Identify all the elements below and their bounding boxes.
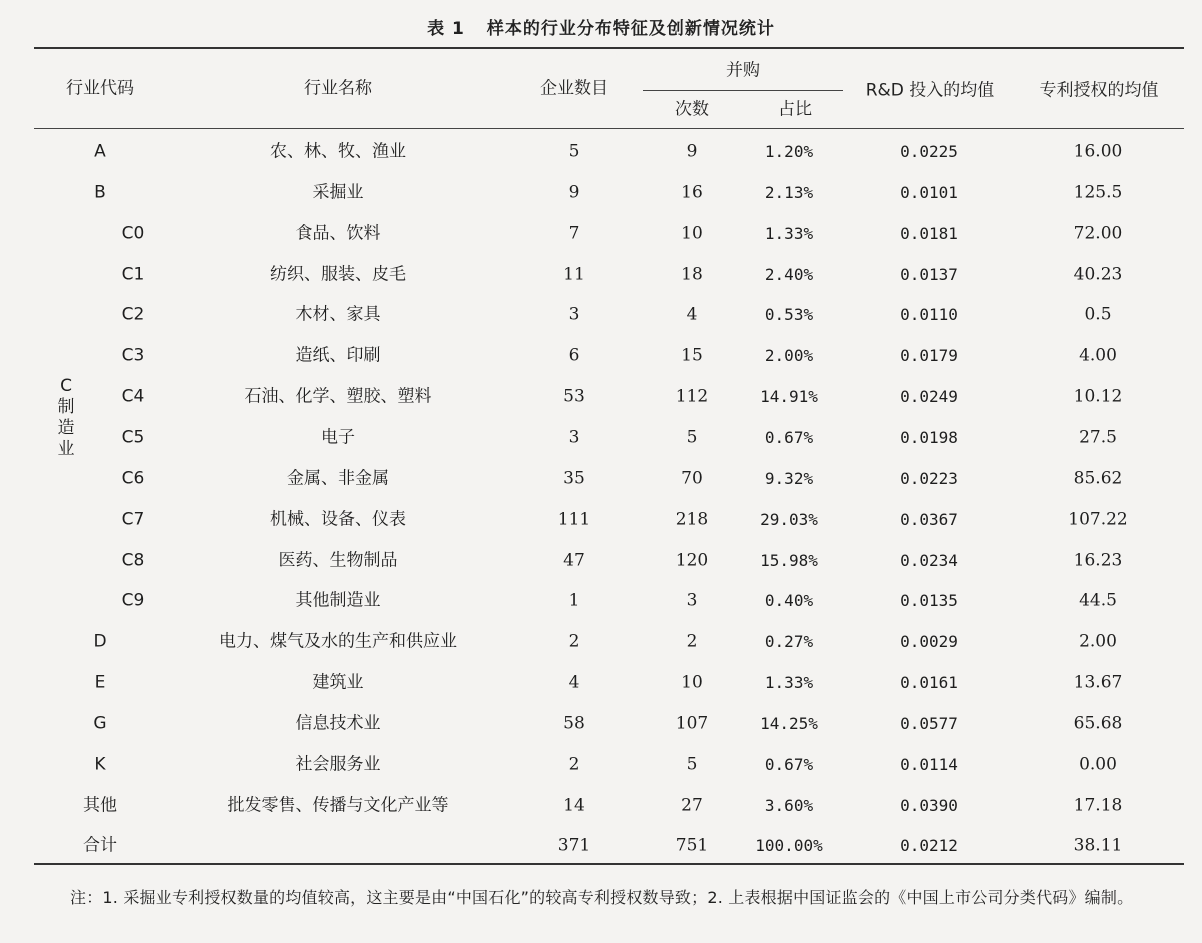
cell-patent: 0.00 — [1079, 754, 1117, 775]
cell-patent: 13.67 — [1073, 672, 1123, 693]
bottom-rule — [34, 863, 1184, 865]
cell-name: 信息技术业 — [295, 713, 381, 734]
cell-rd: 0.0212 — [900, 836, 958, 856]
header-ma: 并购 — [726, 60, 760, 81]
cell-rd: 0.0135 — [900, 591, 958, 611]
header-rd: R&D 投入的均值 — [865, 80, 995, 101]
cell-ma-count: 112 — [675, 386, 709, 407]
cell-firms: 6 — [568, 345, 580, 366]
cell-patent: 4.00 — [1079, 345, 1117, 366]
header-firms: 企业数目 — [540, 78, 608, 99]
cell-ma-share: 0.40% — [764, 591, 814, 611]
cell-firms: 3 — [568, 304, 580, 325]
cell-rd: 0.0367 — [900, 509, 958, 529]
cell-patent: 40.23 — [1073, 264, 1123, 285]
cell-firms: 4 — [568, 672, 580, 693]
cell-rd: 0.0198 — [900, 427, 958, 447]
header-patent: 专利授权的均值 — [1039, 80, 1159, 101]
cell-patent: 85.62 — [1073, 468, 1123, 489]
cell-code: 合计 — [83, 835, 117, 856]
cell-ma-share: 0.27% — [764, 632, 814, 652]
cell-ma-count: 10 — [681, 223, 703, 244]
cell-patent: 17.18 — [1073, 795, 1123, 816]
cell-rd: 0.0161 — [900, 673, 958, 693]
cell-firms: 111 — [557, 509, 591, 530]
cell-patent: 10.12 — [1073, 386, 1123, 407]
cell-ma-share: 1.20% — [764, 142, 814, 161]
cell-code: C1 — [121, 264, 145, 285]
cell-code: B — [94, 182, 106, 203]
cell-ma-count: 27 — [681, 795, 703, 816]
cell-code: 其他 — [83, 795, 117, 816]
cell-name: 社会服务业 — [295, 754, 381, 775]
cell-rd: 0.0179 — [900, 346, 958, 366]
cell-ma-share: 29.03% — [760, 509, 818, 529]
cell-ma-count: 70 — [681, 468, 703, 489]
cell-code: C5 — [121, 427, 145, 448]
cell-ma-share: 3.60% — [764, 795, 814, 815]
cell-rd: 0.0029 — [900, 632, 958, 652]
cell-patent: 16.00 — [1073, 141, 1123, 162]
cell-rd: 0.0110 — [900, 305, 958, 325]
table-title: 样本的行业分布特征及创新情况统计 — [486, 19, 775, 39]
cell-name: 食品、饮料 — [295, 223, 381, 244]
cell-ma-count: 10 — [681, 672, 703, 693]
cell-rd: 0.0137 — [900, 264, 958, 284]
cell-ma-share: 14.91% — [760, 387, 818, 407]
cell-ma-count: 751 — [675, 835, 709, 856]
group-label-manufacturing — [55, 376, 77, 460]
cell-rd: 0.0101 — [900, 182, 958, 202]
table-caption — [0, 14, 1202, 39]
cell-code: C8 — [121, 550, 145, 570]
cell-ma-count: 9 — [686, 141, 698, 162]
header-rule — [34, 128, 1184, 129]
header-code: 行业代码 — [66, 78, 134, 99]
group-label-char: C — [60, 376, 72, 396]
cell-ma-share: 9.32% — [764, 468, 814, 488]
cell-code: D — [93, 631, 107, 652]
cell-ma-count: 218 — [675, 509, 709, 530]
cell-code: K — [94, 754, 106, 775]
cell-patent: 72.00 — [1073, 223, 1123, 244]
cell-code: E — [94, 672, 106, 693]
cell-firms: 2 — [568, 754, 580, 775]
cell-ma-share: 0.67% — [764, 754, 814, 774]
cell-ma-count: 5 — [686, 427, 698, 448]
cell-firms: 47 — [563, 550, 585, 570]
cell-ma-count: 120 — [675, 550, 709, 570]
group-label-char: 造 — [57, 418, 75, 438]
cell-firms: 3 — [568, 427, 580, 448]
cell-firms: 1 — [568, 590, 580, 611]
cell-code: C4 — [121, 386, 145, 407]
cell-name: 其他制造业 — [295, 590, 381, 611]
cell-name: 石油、化学、塑胶、塑料 — [244, 386, 432, 407]
group-label-char: 制 — [57, 397, 75, 417]
cell-rd: 0.0390 — [900, 795, 958, 815]
header-ma-count: 次数 — [675, 99, 709, 120]
cell-rd: 0.0114 — [900, 754, 958, 774]
cell-patent: 16.23 — [1073, 550, 1123, 570]
cell-patent: 107.22 — [1068, 509, 1128, 530]
header-ma-share: 占比 — [778, 99, 812, 120]
cell-rd: 0.0225 — [900, 142, 958, 161]
cell-code: C9 — [121, 590, 145, 611]
cell-ma-count: 15 — [681, 345, 703, 366]
cell-ma-count: 5 — [686, 754, 698, 775]
cell-code: C0 — [121, 223, 145, 244]
cell-name: 电力、煤气及水的生产和供应业 — [219, 631, 457, 652]
cell-firms: 14 — [563, 795, 585, 816]
cell-name: 木材、家具 — [295, 304, 381, 325]
ma-header-rule — [643, 90, 843, 91]
cell-firms: 371 — [557, 835, 591, 856]
cell-rd: 0.0234 — [900, 550, 958, 570]
cell-ma-count: 3 — [686, 590, 698, 611]
cell-ma-share: 0.53% — [764, 305, 814, 325]
cell-firms: 53 — [563, 386, 585, 407]
cell-code: A — [94, 141, 106, 162]
cell-patent: 27.5 — [1079, 427, 1117, 448]
cell-code: C3 — [121, 345, 145, 366]
cell-code: C6 — [121, 468, 145, 489]
cell-ma-count: 2 — [686, 631, 698, 652]
cell-ma-count: 18 — [681, 264, 703, 285]
cell-name: 建筑业 — [312, 672, 364, 693]
cell-ma-share: 1.33% — [764, 673, 814, 693]
cell-ma-share: 100.00% — [755, 836, 823, 856]
cell-name: 农、林、牧、渔业 — [270, 141, 406, 162]
cell-code: C7 — [121, 509, 145, 530]
cell-patent: 38.11 — [1073, 835, 1123, 856]
top-rule — [34, 47, 1184, 49]
cell-name: 电子 — [321, 427, 355, 448]
cell-rd: 0.0249 — [900, 387, 958, 407]
cell-patent: 65.68 — [1073, 713, 1123, 734]
cell-patent: 44.5 — [1079, 590, 1117, 611]
cell-patent: 125.5 — [1073, 182, 1123, 203]
cell-ma-share: 2.40% — [764, 264, 814, 284]
cell-firms: 9 — [568, 182, 580, 203]
cell-firms: 5 — [568, 141, 580, 162]
cell-rd: 0.0181 — [900, 223, 958, 243]
group-label-char: 业 — [57, 439, 75, 459]
cell-patent: 2.00 — [1079, 631, 1117, 652]
cell-ma-share: 0.67% — [764, 427, 814, 447]
cell-ma-share: 1.33% — [764, 223, 814, 243]
cell-firms: 7 — [568, 223, 580, 244]
header-name: 行业名称 — [304, 78, 372, 99]
cell-rd: 0.0223 — [900, 468, 958, 488]
table-number: 表 1 — [427, 19, 465, 39]
cell-ma-share: 2.00% — [764, 346, 814, 366]
cell-code: G — [93, 713, 107, 734]
cell-firms: 2 — [568, 631, 580, 652]
cell-patent: 0.5 — [1084, 304, 1112, 325]
cell-name: 造纸、印刷 — [295, 345, 381, 366]
cell-name: 机械、设备、仪表 — [270, 509, 406, 530]
cell-ma-share: 15.98% — [760, 550, 818, 570]
cell-ma-count: 4 — [686, 304, 698, 325]
cell-name: 纺织、服装、皮毛 — [270, 264, 406, 285]
cell-firms: 58 — [563, 713, 585, 734]
cell-firms: 35 — [563, 468, 585, 489]
cell-ma-count: 107 — [675, 713, 709, 734]
cell-name: 金属、非金属 — [287, 468, 389, 489]
cell-name: 批发零售、传播与文化产业等 — [227, 795, 449, 816]
cell-name: 医药、生物制品 — [278, 550, 398, 570]
table-note: 注：1. 采掘业专利授权数量的均值较高，这主要是由“中国石化”的较高专利授权数导致；2. 上表根据中国证监会的《中国上市公司分类代码》编制。 — [70, 888, 1134, 907]
cell-code: C2 — [121, 304, 145, 325]
cell-rd: 0.0577 — [900, 713, 958, 733]
cell-firms: 11 — [563, 264, 585, 285]
cell-ma-share: 14.25% — [760, 713, 818, 733]
cell-ma-count: 16 — [681, 182, 703, 203]
cell-name: 采掘业 — [312, 182, 364, 203]
cell-ma-share: 2.13% — [764, 182, 814, 202]
